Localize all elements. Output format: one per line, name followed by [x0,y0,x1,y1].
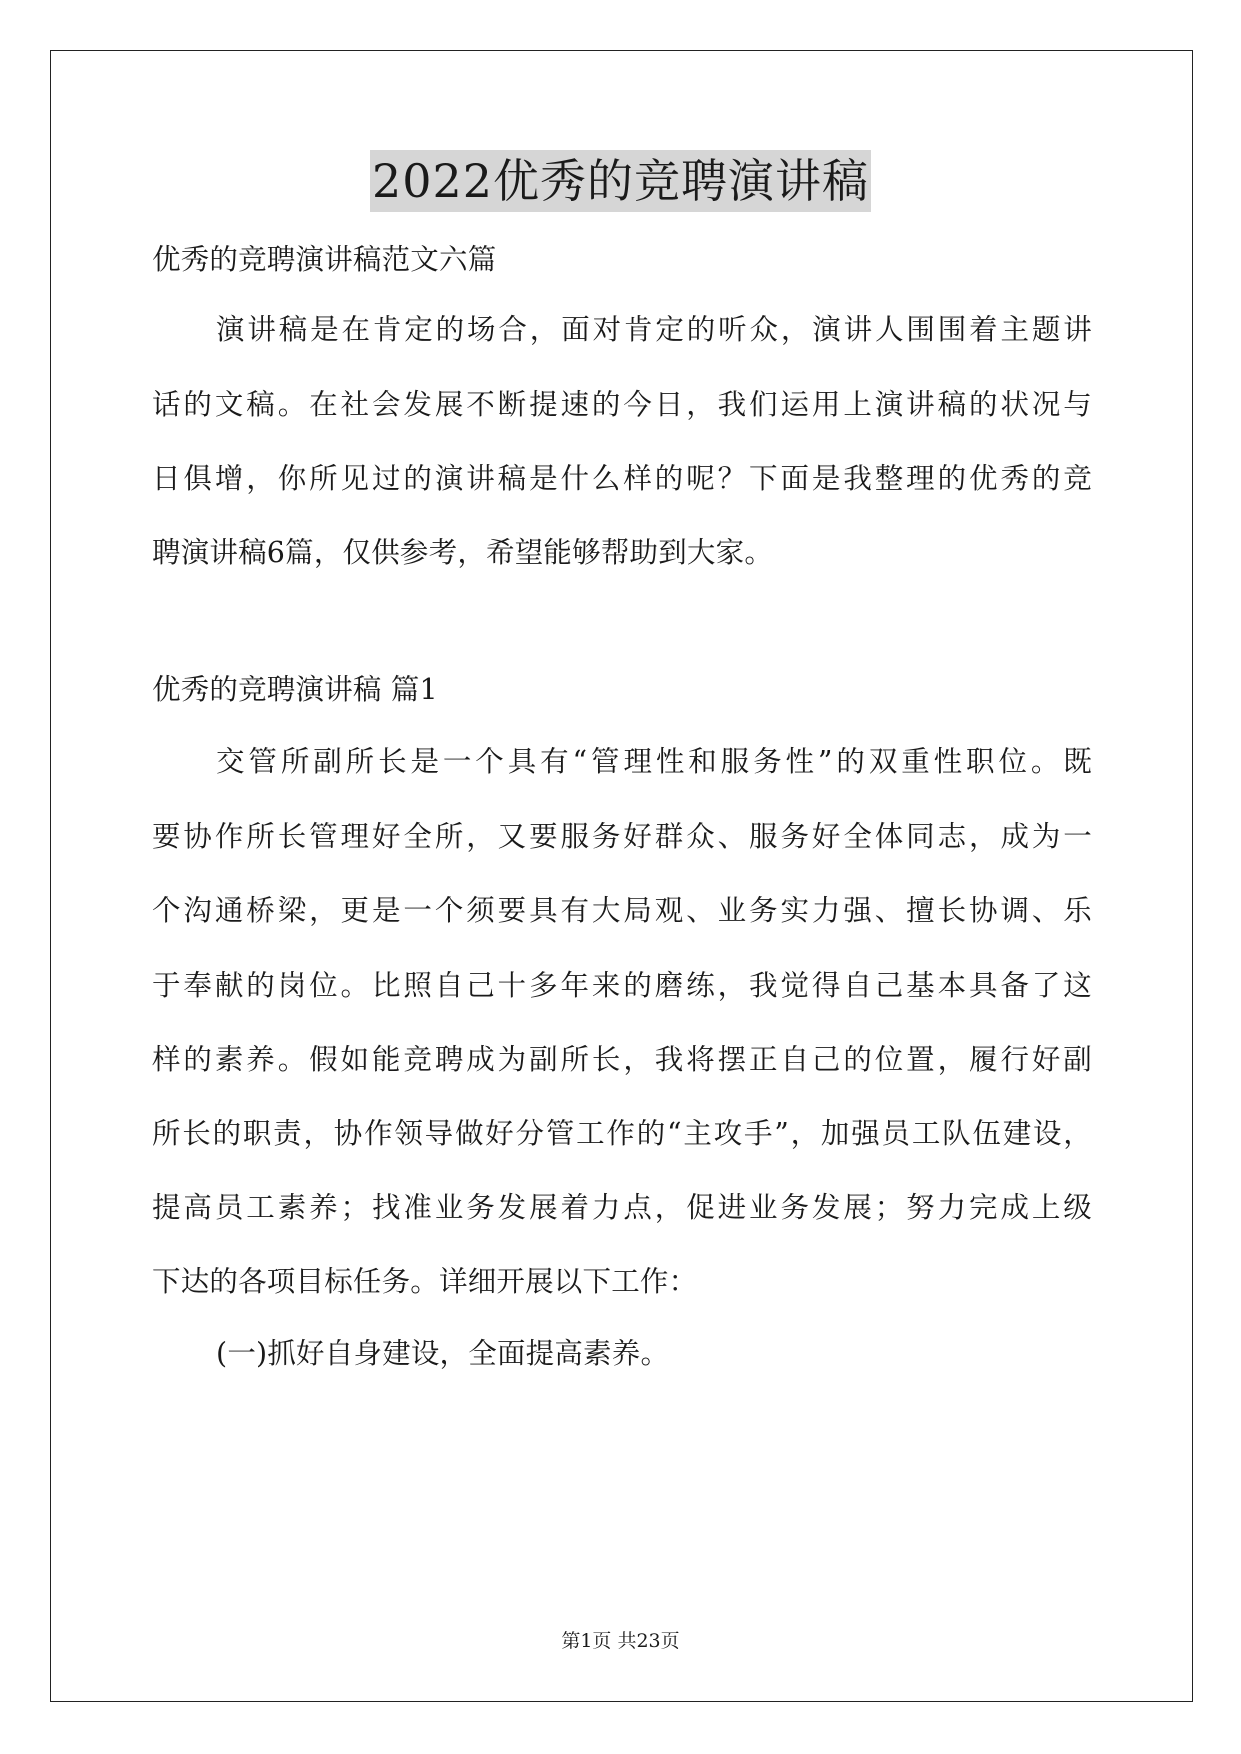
list-item-1: (一)抓好自身建设，全面提高素养。 [216,1337,670,1370]
section-heading: 优秀的竞聘演讲稿 篇1 [152,673,438,706]
body-line-6: 所长的职责，协作领导做好分管工作的“主攻手”，加强员工队伍建设， [152,1117,1092,1150]
intro-line-3: 日俱增，你所见过的演讲稿是什么样的呢？下面是我整理的优秀的竞 [152,462,1092,495]
intro-line-1: 演讲稿是在肯定的场合，面对肯定的听众，演讲人围围着主题讲 [216,313,1092,346]
body-line-5: 样的素养。假如能竞聘成为副所长，我将摆正自己的位置，履行好副 [152,1043,1092,1076]
intro-line-4: 聘演讲稿6篇，仅供参考，希望能够帮助到大家。 [152,536,774,569]
intro-line-2: 话的文稿。在社会发展不断提速的今日，我们运用上演讲稿的状况与 [152,388,1092,421]
title-container [0,150,1241,212]
body-line-2: 要协作所长管理好全所，又要服务好群众、服务好全体同志，成为一 [152,820,1092,853]
body-line-8: 下达的各项目标任务。详细开展以下工作： [152,1265,698,1298]
page-border [50,50,1193,1702]
body-line-3: 个沟通桥梁，更是一个须要具有大局观、业务实力强、擅长协调、乐 [152,894,1092,927]
body-line-4: 于奉献的岗位。比照自己十多年来的磨练，我觉得自己基本具备了这 [152,969,1092,1002]
page-footer: 第1页 共23页 [561,1630,680,1652]
body-line-7: 提高员工素养；找准业务发展着力点，促进业务发展；努力完成上级 [152,1191,1092,1224]
document-subtitle: 优秀的竞聘演讲稿范文六篇 [152,243,497,276]
document-title: 2022优秀的竞聘演讲稿 [370,150,871,212]
body-line-1: 交管所副所长是一个具有“管理性和服务性”的双重性职位。既 [216,745,1092,778]
